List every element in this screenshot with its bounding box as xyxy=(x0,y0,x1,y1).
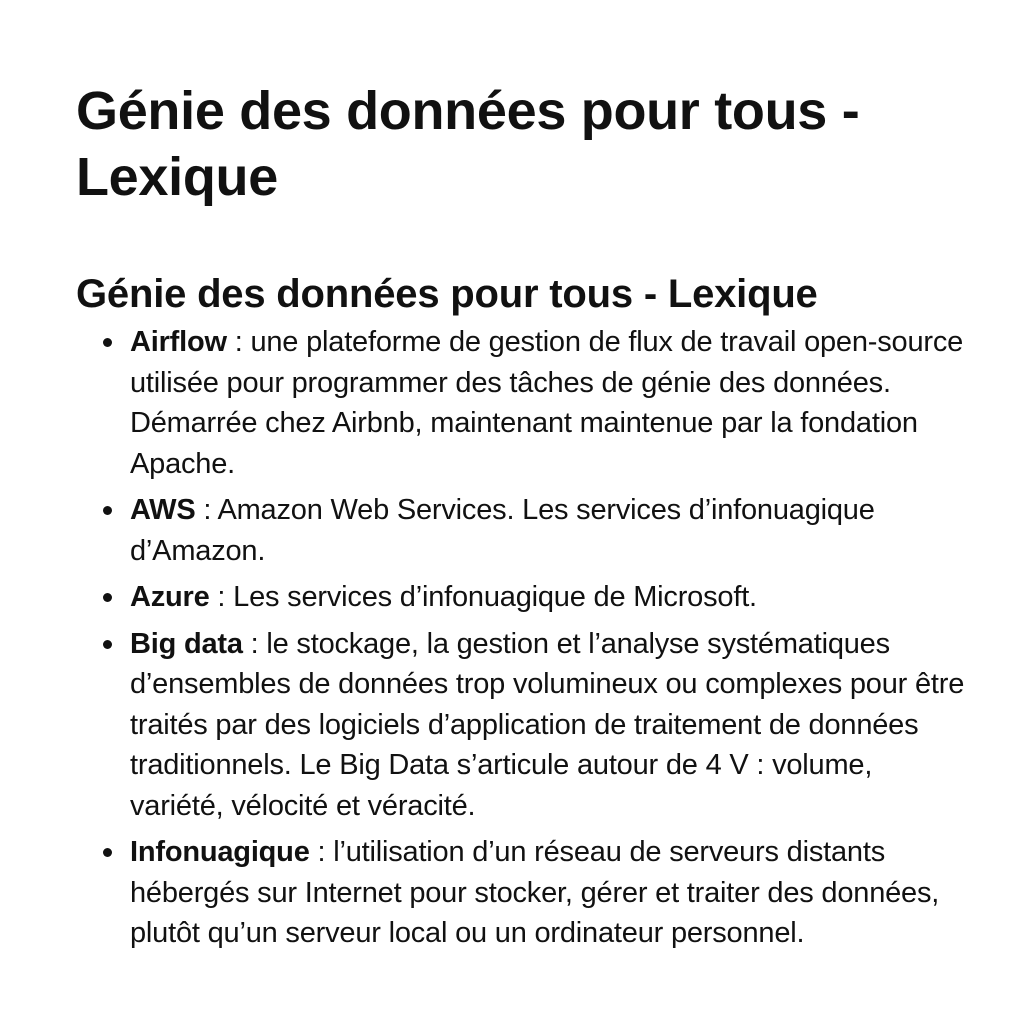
glossary-item-infonuagique xyxy=(76,832,966,954)
glossary-definition: Amazon Web Services. Les services d’infonuagique d’Amazon. xyxy=(130,494,875,567)
term-separator: : xyxy=(195,494,218,526)
glossary-term: Azure xyxy=(130,581,210,613)
term-separator: : xyxy=(209,581,234,613)
term-separator: : xyxy=(226,326,251,358)
bullet-icon xyxy=(103,593,112,602)
glossary-definition: Les services d’infonuagique de Microsoft. xyxy=(233,581,757,613)
glossary-term: Airflow xyxy=(130,326,227,358)
glossary-term: AWS xyxy=(130,494,196,526)
glossary-definition: l’utilisation d’un réseau de serveurs distants hébergés sur Internet pour stocker, gérer et traiter des données, plutôt qu’un serveur local ou un ordinateur personnel. xyxy=(130,836,940,949)
page-title: Génie des données pour tous - Lexique xyxy=(76,81,860,207)
document-page xyxy=(76,78,966,960)
glossary-term: Infonuagique xyxy=(130,836,310,868)
bullet-icon xyxy=(103,506,112,515)
glossary-list xyxy=(76,322,966,954)
glossary-item-airflow xyxy=(76,322,966,484)
glossary-item-azure xyxy=(76,577,966,618)
bullet-icon xyxy=(103,640,112,649)
bullet-icon xyxy=(103,338,112,347)
section-heading: Génie des données pour tous - Lexique xyxy=(76,272,818,316)
term-separator: : xyxy=(309,836,334,868)
glossary-definition: le stockage, la gestion et l’analyse systématiques d’ensembles de données trop volumineux ou complexes pour être traités par des logiciels d’application de traitement de données traditionnels. Le Big Data s’articule autour de 4 V : volume, variété, vélocité et véracité. xyxy=(130,627,965,822)
glossary-item-big-data xyxy=(76,624,966,827)
glossary-term: Big data xyxy=(130,627,243,660)
glossary-item-aws xyxy=(76,490,966,571)
term-separator: : xyxy=(242,627,267,660)
bullet-icon xyxy=(103,848,112,857)
glossary-definition: une plateforme de gestion de flux de travail open-source utilisée pour programmer des tâches de génie des données. Démarrée chez Airbnb, maintenant maintenue par la fondation Apache. xyxy=(130,326,964,480)
